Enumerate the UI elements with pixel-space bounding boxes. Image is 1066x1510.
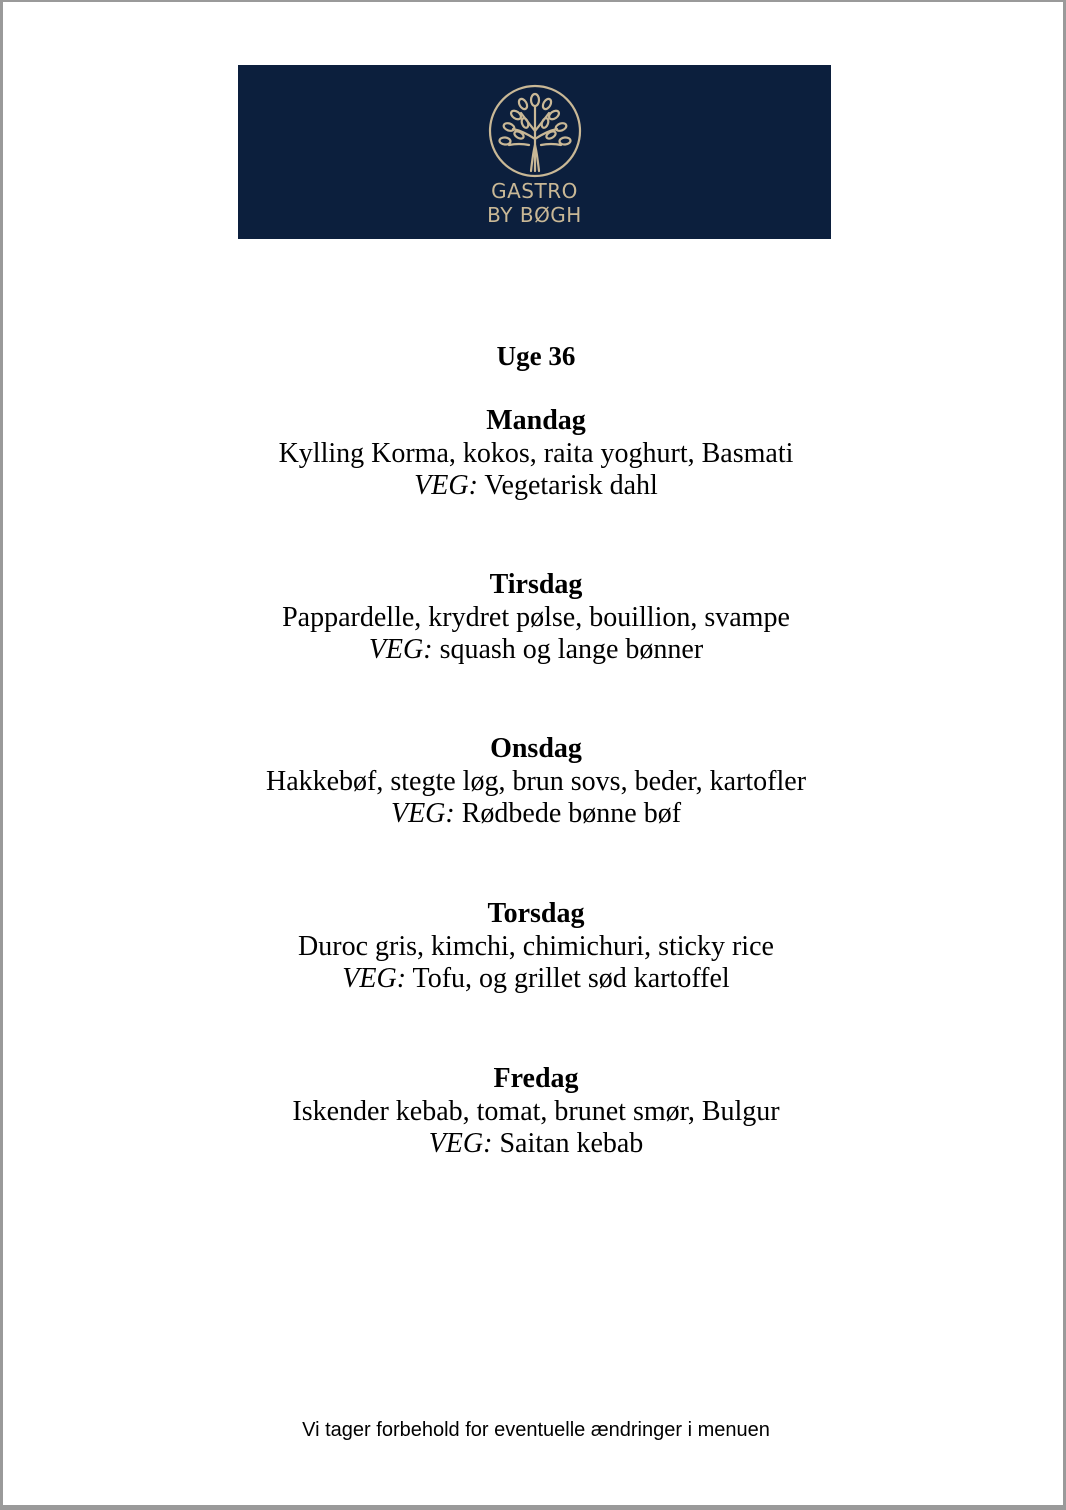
day-name: Fredag (493, 1063, 579, 1094)
veg-dish-line (3, 963, 1066, 996)
veg-dish-line (3, 634, 1066, 667)
main-dish: Pappardelle, krydret pølse, bouillion, svampe (282, 601, 790, 633)
brand-banner (238, 65, 831, 239)
main-dish: Kylling Korma, kokos, raita yoghurt, Basmati (278, 437, 794, 469)
day-block-thursday (3, 898, 1066, 996)
main-dish: Duroc gris, kimchi, chimichuri, sticky rice (298, 930, 774, 962)
veg-dish: Saitan kebab (492, 1128, 644, 1159)
day-block-friday (3, 1063, 1066, 1161)
veg-dish: Tofu, og grillet sød kartoffel (406, 963, 730, 994)
day-name: Onsdag (490, 733, 582, 764)
main-dish: Iskender kebab, tomat, brunet smør, Bulgur (292, 1095, 780, 1127)
day-name: Mandag (486, 405, 586, 436)
veg-dish-line (3, 1128, 1066, 1161)
brand-name-line1: GASTRO (491, 179, 578, 203)
veg-dish-line (3, 470, 1066, 503)
veg-dish: squash og lange bønner (432, 634, 704, 665)
tree-icon (487, 83, 583, 179)
week-title: Uge 36 (496, 341, 576, 371)
veg-label: VEG: (368, 634, 433, 665)
menu-page (3, 2, 1063, 1505)
veg-dish: Vegetarisk dahl (477, 470, 658, 501)
day-name: Tirsdag (489, 569, 583, 600)
main-dish: Hakkebøf, stegte løg, brun sovs, beder, kartofler (265, 765, 807, 797)
day-block-wednesday (3, 733, 1066, 831)
disclaimer-note: Vi tager forbehold for eventuelle ændringer i menuen (302, 1419, 770, 1441)
day-block-tuesday (3, 569, 1066, 667)
veg-dish-line (3, 798, 1066, 831)
veg-label: VEG: (428, 1128, 493, 1159)
brand-name-line2: BY BØGH (487, 203, 582, 227)
veg-label: VEG: (414, 470, 478, 501)
veg-label: VEG: (342, 963, 407, 994)
day-block-monday (3, 405, 1066, 503)
day-name: Torsdag (487, 898, 585, 929)
veg-dish: Rødbede bønne bøf (454, 798, 682, 829)
veg-label: VEG: (390, 798, 455, 829)
